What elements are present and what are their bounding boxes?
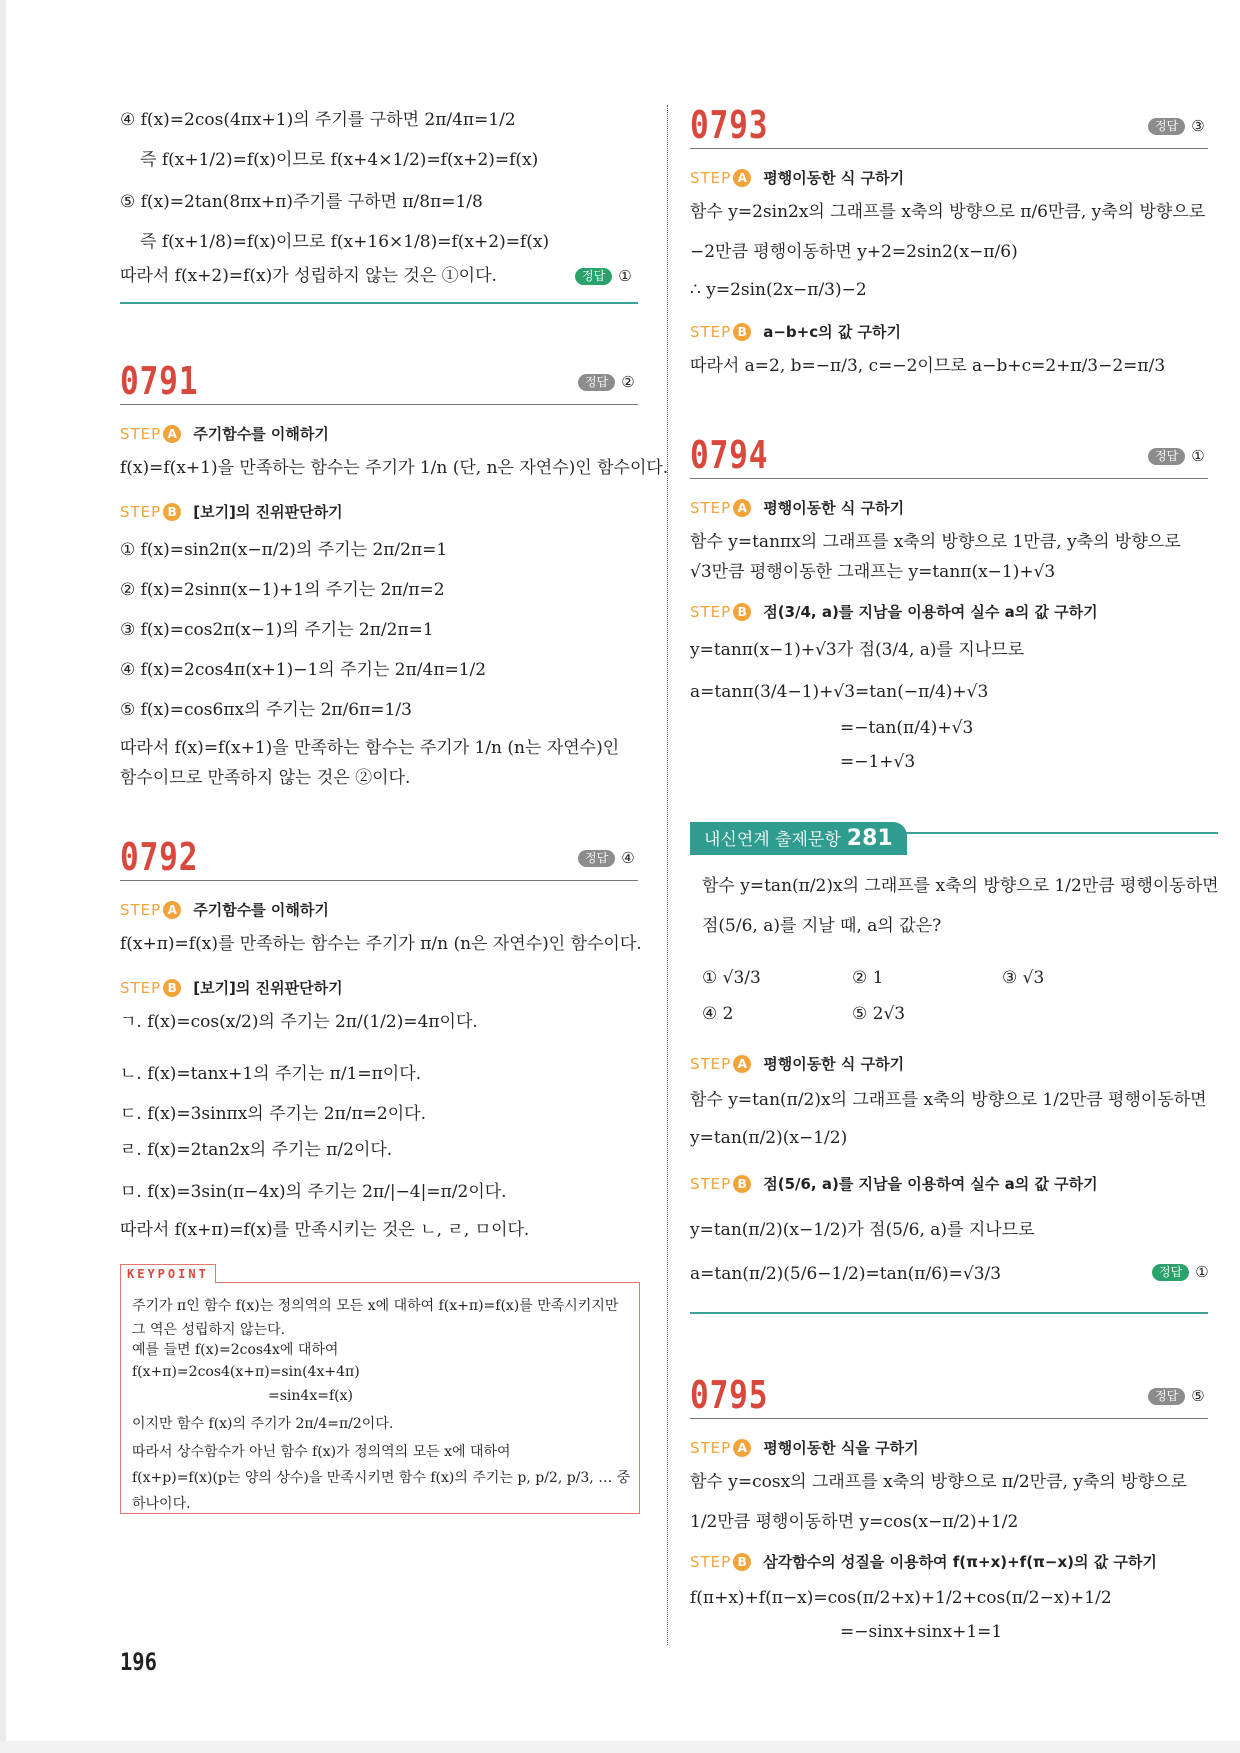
solution-line: 함수 y=cosx의 그래프를 x축의 방향으로 π/2만큼, y축의 방향으로 bbox=[690, 1472, 1187, 1492]
intro-line: 즉 f(x+1/8)=f(x)이므로 f(x+16×1/8)=f(x+2)=f(x) bbox=[140, 232, 550, 252]
choice-3: ③ √3 bbox=[1002, 968, 1045, 988]
section-rule bbox=[120, 302, 638, 304]
solution-line: 함수이므로 만족하지 않는 것은 ②이다. bbox=[120, 768, 411, 788]
step-a-heading: STEP A 주기함수를 이해하기 bbox=[120, 901, 329, 919]
step-a-heading: STEP A 평행이동한 식을 구하기 bbox=[690, 1439, 919, 1457]
solution-line: y=tan(π/2)(x−1/2) bbox=[690, 1128, 848, 1148]
choice-2: ② 1 bbox=[852, 968, 884, 988]
page-edge-shadow bbox=[0, 0, 6, 1753]
solution-line: 함수 y=tan(π/2)x의 그래프를 x축의 방향으로 1/2만큼 평행이동하면 bbox=[690, 1090, 1207, 1110]
step-a-heading: STEP A 평행이동한 식 구하기 bbox=[690, 169, 905, 187]
question-line: 점(5/6, a)를 지날 때, a의 값은? bbox=[702, 916, 942, 936]
problem-number: 0793 bbox=[690, 103, 769, 147]
solution-line: ㄷ. f(x)=3sinπx의 주기는 2π/π=2이다. bbox=[120, 1104, 426, 1124]
intro-conclusion: 따라서 f(x+2)=f(x)가 성립하지 않는 것은 ①이다. bbox=[120, 266, 497, 286]
choice-5: ⑤ 2√3 bbox=[852, 1004, 906, 1024]
step-a-heading: STEP A 주기함수를 이해하기 bbox=[120, 425, 329, 443]
intro-line: ④ f(x)=2cos(4πx+1)의 주기를 구하면 2π/4π=1/2 bbox=[120, 110, 516, 130]
answer-tag: 정답 bbox=[1148, 1388, 1185, 1405]
answer-tag: 정답 bbox=[578, 850, 615, 867]
naesin-number: 281 bbox=[846, 826, 893, 851]
answer-tag: 정답 bbox=[1148, 448, 1185, 465]
answer-tag: 정답 bbox=[1152, 1264, 1189, 1281]
intro-line: ⑤ f(x)=2tan(8πx+π)주기를 구하면 π/8π=1/8 bbox=[120, 192, 483, 212]
answer-tag: 정답 bbox=[575, 268, 612, 285]
solution-line: ㅁ. f(x)=3sin(π−4x)의 주기는 2π/|−4|=π/2이다. bbox=[120, 1182, 507, 1202]
step-b-heading: STEP B 점(5/6, a)를 지남을 이용하여 실수 a의 값 구하기 bbox=[690, 1175, 1098, 1193]
keypoint-line: 그 역은 성립하지 않는다. bbox=[132, 1322, 286, 1338]
problem-number: 0795 bbox=[690, 1373, 769, 1417]
answer-badge bbox=[1148, 116, 1205, 136]
solution-line: 따라서 f(x)=f(x+1)을 만족하는 함수는 주기가 1/n (n는 자연수)인 bbox=[120, 738, 620, 758]
problem-number: 0791 bbox=[120, 359, 199, 403]
answer-value: ① bbox=[618, 267, 632, 285]
answer-value: ④ bbox=[621, 849, 635, 867]
solution-line: ∴ y=2sin(2x−π/3)−2 bbox=[690, 280, 867, 300]
solution-line: a=tan(π/2)(5/6−1/2)=tan(π/6)=√3/3 bbox=[690, 1264, 1002, 1284]
keypoint-line: f(x+π)=2cos4(x+π)=sin(4x+4π) bbox=[132, 1364, 360, 1380]
step-b-heading: STEP B 점(3/4, a)를 지남을 이용하여 실수 a의 값 구하기 bbox=[690, 603, 1098, 621]
keypoint-line: f(x+p)=f(x)(p는 양의 상수)을 만족시키면 함수 f(x)의 주기는 p, p/2, p/3, … 중 bbox=[132, 1470, 631, 1486]
column-divider bbox=[667, 105, 668, 1645]
solution-line: =−1+√3 bbox=[840, 752, 916, 772]
solution-line: 따라서 f(x+π)=f(x)를 만족시키는 것은 ㄴ, ㄹ, ㅁ이다. bbox=[120, 1220, 530, 1240]
answer-badge bbox=[1152, 1262, 1209, 1282]
solution-line: 함수 y=tanπx의 그래프를 x축의 방향으로 1만큼, y축의 방향으로 bbox=[690, 532, 1181, 552]
answer-value: ② bbox=[621, 373, 635, 391]
solution-line: ① f(x)=sin2π(x−π/2)의 주기는 2π/2π=1 bbox=[120, 540, 448, 560]
answer-badge bbox=[578, 848, 635, 868]
solution-line: 함수 y=2sin2x의 그래프를 x축의 방향으로 π/6만큼, y축의 방향으로 bbox=[690, 202, 1206, 222]
step-b-heading: STEP B [보기]의 진위판단하기 bbox=[120, 979, 343, 997]
keypoint-line: 주기가 π인 함수 f(x)는 정의역의 모든 x에 대하여 f(x+π)=f(x)를 만족시키지만 bbox=[132, 1298, 619, 1314]
answer-tag: 정답 bbox=[1148, 118, 1185, 135]
section-rule bbox=[690, 478, 1208, 479]
step-a-heading: STEP A 평행이동한 식 구하기 bbox=[690, 1055, 905, 1073]
solution-line: ⑤ f(x)=cos6πx의 주기는 2π/6π=1/3 bbox=[120, 700, 412, 720]
intro-line: 즉 f(x+1/2)=f(x)이므로 f(x+4×1/2)=f(x+2)=f(x) bbox=[140, 150, 539, 170]
keypoint-line: 예를 들면 f(x)=2cos4x에 대하여 bbox=[132, 1342, 339, 1358]
section-rule bbox=[120, 880, 638, 881]
solution-line: y=tanπ(x−1)+√3가 점(3/4, a)를 지나므로 bbox=[690, 640, 1025, 660]
answer-badge bbox=[578, 372, 635, 392]
keypoint-line: 하나이다. bbox=[132, 1496, 191, 1512]
step-b-heading: STEP B [보기]의 진위판단하기 bbox=[120, 503, 343, 521]
section-rule bbox=[120, 404, 638, 405]
solution-line: =−tan(π/4)+√3 bbox=[840, 718, 974, 738]
section-rule bbox=[690, 1312, 1208, 1314]
solution-line: ㄱ. f(x)=cos(x/2)의 주기는 2π/(1/2)=4π이다. bbox=[120, 1012, 478, 1032]
solution-line: ㄴ. f(x)=tanx+1의 주기는 π/1=π이다. bbox=[120, 1064, 422, 1084]
choice-1: ① √3/3 bbox=[702, 968, 761, 988]
page-number: 196 bbox=[120, 1648, 157, 1676]
solution-line: y=tan(π/2)(x−1/2)가 점(5/6, a)를 지나므로 bbox=[690, 1220, 1035, 1240]
solution-line: ② f(x)=2sinπ(x−1)+1의 주기는 2π/π=2 bbox=[120, 580, 445, 600]
keypoint-line: 이지만 함수 f(x)의 주기가 2π/4=π/2이다. bbox=[132, 1416, 394, 1432]
solution-line: f(x+π)=f(x)를 만족하는 함수는 주기가 π/n (n은 자연수)인 함수이다. bbox=[120, 934, 642, 954]
solution-line: −2만큼 평행이동하면 y+2=2sin2(x−π/6) bbox=[690, 242, 1018, 262]
step-a-heading: STEP A 평행이동한 식 구하기 bbox=[690, 499, 905, 517]
solution-line: ㄹ. f(x)=2tan2x의 주기는 π/2이다. bbox=[120, 1140, 393, 1160]
solution-line: =−sinx+sinx+1=1 bbox=[840, 1622, 1003, 1642]
solution-line: 1/2만큼 평행이동하면 y=cos(x−π/2)+1/2 bbox=[690, 1512, 1019, 1532]
solution-line: ④ f(x)=2cos4π(x+1)−1의 주기는 2π/4π=1/2 bbox=[120, 660, 487, 680]
naesin-label: 내신연계 출제문항 bbox=[704, 830, 841, 850]
answer-value: ① bbox=[1195, 1263, 1209, 1281]
section-rule bbox=[690, 1418, 1208, 1419]
solution-line: a=tanπ(3/4−1)+√3=tan(−π/4)+√3 bbox=[690, 682, 989, 702]
answer-tag: 정답 bbox=[578, 374, 615, 391]
step-b-heading: STEP B a−b+c의 값 구하기 bbox=[690, 323, 902, 341]
step-b-heading: STEP B 삼각함수의 성질을 이용하여 f(π+x)+f(π−x)의 값 구하기 bbox=[690, 1553, 1157, 1571]
answer-value: ③ bbox=[1191, 117, 1205, 135]
choice-4: ④ 2 bbox=[702, 1004, 734, 1024]
problem-number: 0794 bbox=[690, 433, 769, 477]
answer-badge bbox=[1148, 1386, 1205, 1406]
solution-line: f(π+x)+f(π−x)=cos(π/2+x)+1/2+cos(π/2−x)+1/2 bbox=[690, 1588, 1112, 1608]
page-bottom-edge bbox=[0, 1741, 1240, 1753]
solution-line: ③ f(x)=cos2π(x−1)의 주기는 2π/2π=1 bbox=[120, 620, 434, 640]
problem-number: 0792 bbox=[120, 835, 199, 879]
question-line: 함수 y=tan(π/2)x의 그래프를 x축의 방향으로 1/2만큼 평행이동하면 bbox=[702, 876, 1219, 896]
keypoint-line: 따라서 상수함수가 아닌 함수 f(x)가 정의역의 모든 x에 대하여 bbox=[132, 1444, 511, 1460]
solution-line: 따라서 a=2, b=−π/3, c=−2이므로 a−b+c=2+π/3−2=π/3 bbox=[690, 356, 1166, 376]
naesin-banner bbox=[690, 822, 907, 855]
answer-value: ⑤ bbox=[1191, 1387, 1205, 1405]
solution-line: √3만큼 평행이동한 그래프는 y=tanπ(x−1)+√3 bbox=[690, 562, 1056, 582]
answer-badge bbox=[1148, 446, 1205, 466]
answer-badge bbox=[575, 266, 632, 286]
keypoint-label: KEYPOINT bbox=[120, 1264, 216, 1283]
solution-line: f(x)=f(x+1)을 만족하는 함수는 주기가 1/n (단, n은 자연수)인 함수이다. bbox=[120, 458, 669, 478]
section-rule bbox=[690, 148, 1208, 149]
keypoint-line: =sin4x=f(x) bbox=[268, 1388, 353, 1404]
answer-value: ① bbox=[1191, 447, 1205, 465]
